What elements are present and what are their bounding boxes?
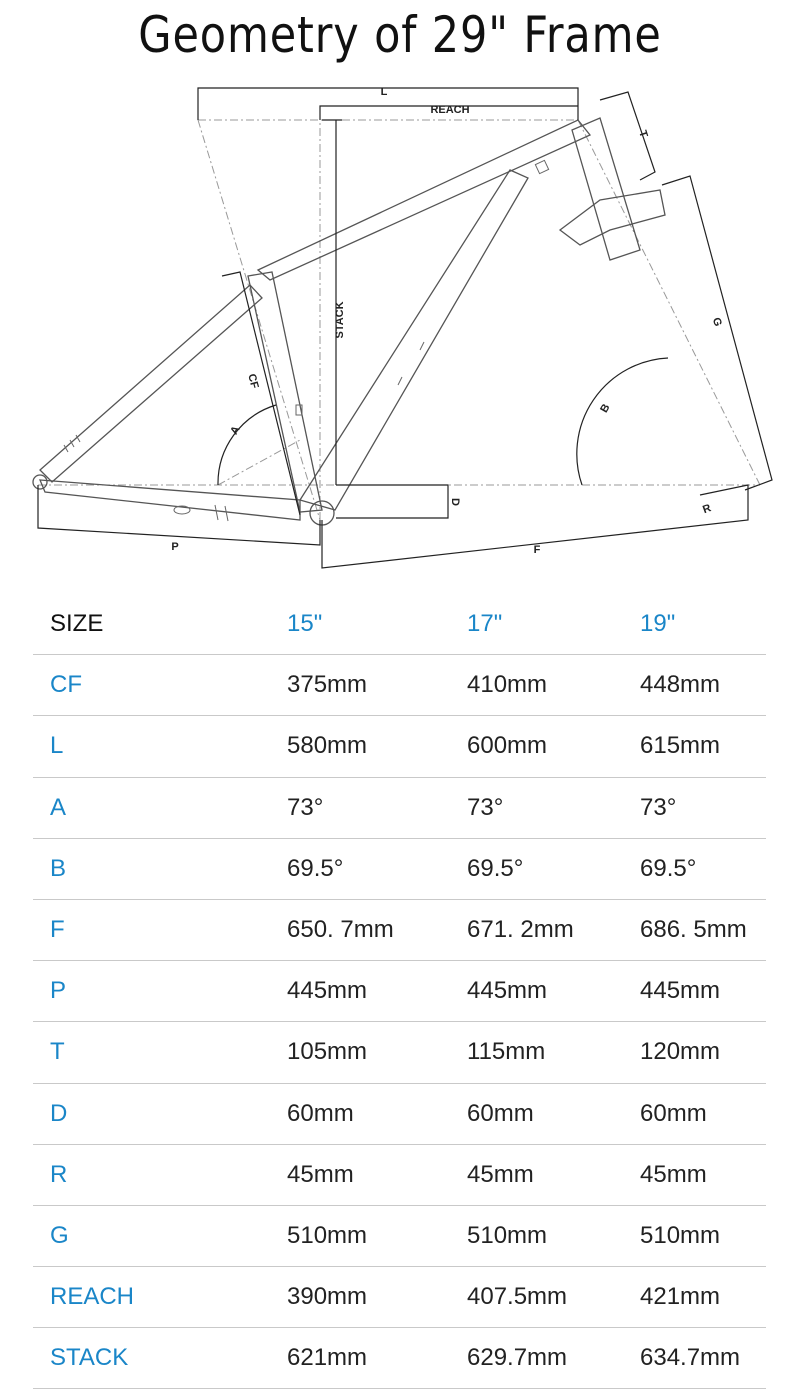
row-label: A [50, 793, 67, 821]
row-value: 45mm [287, 1160, 354, 1188]
row-label: G [50, 1221, 69, 1249]
label-R: R [701, 502, 713, 517]
row-value: 73° [640, 793, 677, 821]
row-label: D [50, 1099, 68, 1127]
row-value: 73° [467, 793, 504, 821]
row-label: P [50, 977, 67, 1005]
table-row [33, 839, 766, 900]
row-value: 621mm [287, 1344, 368, 1372]
label-L: L [380, 86, 388, 98]
row-value: 69.5° [287, 854, 344, 882]
row-label: STACK [50, 1344, 129, 1372]
angle-arcs [218, 358, 668, 485]
row-value: 45mm [640, 1160, 707, 1188]
table-row [33, 1022, 766, 1083]
label-stack: STACK [334, 301, 346, 339]
table-row [33, 1206, 766, 1267]
row-label: B [50, 854, 67, 882]
label-A: A [228, 424, 243, 437]
frame-geometry-diagram [0, 80, 800, 580]
table-row [33, 655, 766, 716]
row-value: 580mm [287, 732, 368, 760]
row-value: 375mm [287, 671, 368, 699]
row-value: 69.5° [640, 854, 697, 882]
table-row [33, 900, 766, 961]
dimension-lines [38, 88, 772, 568]
table-row [33, 1328, 766, 1389]
row-value: 629.7mm [467, 1344, 568, 1372]
table-row [33, 961, 766, 1022]
row-value: 671. 2mm [467, 916, 574, 944]
row-value: 407.5mm [467, 1283, 568, 1311]
label-reach: REACH [430, 104, 470, 116]
table-header-row [33, 594, 766, 655]
row-value: 120mm [640, 1038, 721, 1066]
page-title: Geometry of 29" Frame [138, 6, 662, 64]
row-value: 448mm [640, 671, 721, 699]
frame-tubes [33, 118, 665, 525]
row-value: 45mm [467, 1160, 534, 1188]
geometry-table [33, 594, 766, 1389]
header-size-19: 19" [640, 610, 676, 638]
row-label: F [50, 916, 65, 944]
row-value: 421mm [640, 1283, 721, 1311]
label-P: P [171, 541, 179, 553]
label-CF: CF [245, 372, 261, 390]
row-value: 510mm [287, 1221, 368, 1249]
header-size-15: 15" [287, 610, 323, 638]
row-value: 73° [287, 793, 324, 821]
row-value: 69.5° [467, 854, 524, 882]
frame-details [64, 160, 549, 521]
table-row [33, 1084, 766, 1145]
row-value: 510mm [640, 1221, 721, 1249]
row-label: REACH [50, 1283, 135, 1311]
row-value: 60mm [467, 1099, 534, 1127]
row-label: T [50, 1038, 65, 1066]
row-label: R [50, 1160, 68, 1188]
row-value: 60mm [287, 1099, 354, 1127]
row-value: 615mm [640, 732, 721, 760]
table-row [33, 716, 766, 777]
row-value: 105mm [287, 1038, 368, 1066]
row-value: 634.7mm [640, 1344, 741, 1372]
row-value: 686. 5mm [640, 916, 747, 944]
label-T: T [636, 129, 650, 140]
row-value: 600mm [467, 732, 548, 760]
row-value: 60mm [640, 1099, 707, 1127]
row-value: 445mm [467, 977, 548, 1005]
row-value: 410mm [467, 671, 548, 699]
row-label: L [50, 732, 64, 760]
label-G: G [709, 316, 724, 328]
row-value: 510mm [467, 1221, 548, 1249]
table-row [33, 1145, 766, 1206]
header-size-17: 17" [467, 610, 503, 638]
row-value: 445mm [287, 977, 368, 1005]
construction-lines [38, 120, 760, 520]
header-size: SIZE [50, 610, 104, 638]
row-value: 390mm [287, 1283, 368, 1311]
label-B: B [598, 402, 613, 415]
row-value: 650. 7mm [287, 916, 394, 944]
row-value: 115mm [467, 1038, 546, 1066]
row-value: 445mm [640, 977, 721, 1005]
row-label: CF [50, 671, 82, 699]
label-D: D [449, 498, 461, 506]
table-row [33, 1267, 766, 1328]
label-F: F [533, 544, 541, 556]
table-row [33, 778, 766, 839]
